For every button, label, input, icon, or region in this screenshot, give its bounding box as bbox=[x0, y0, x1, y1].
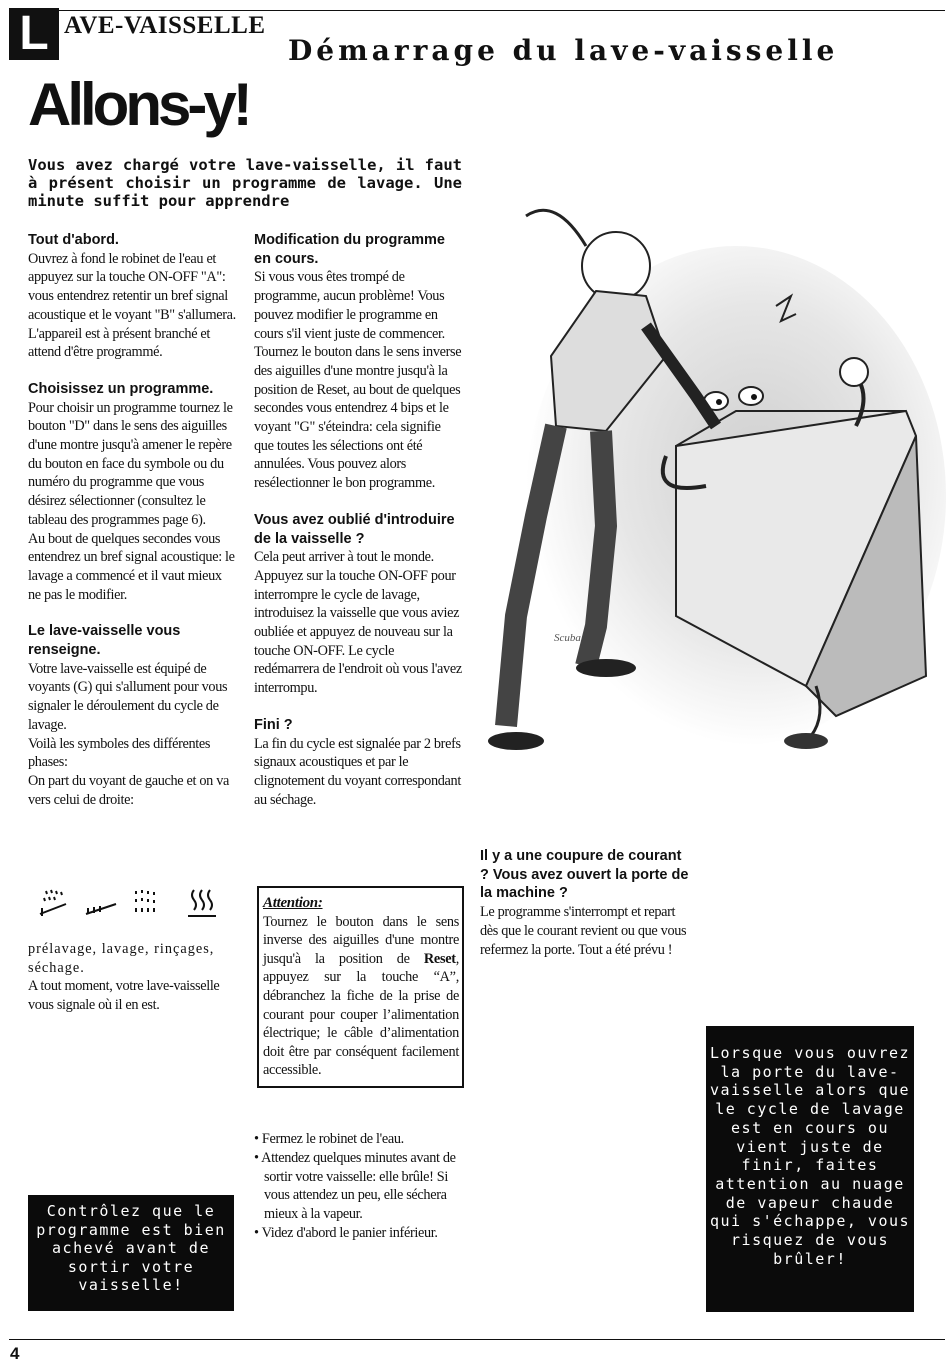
attention-text-part: , appuyez sur la touche “A”, débranchez la fiche de la prise de courant pour couper l’alimentation électrique; le câble d’alimentation doit être par conséquent facilement accessible. bbox=[263, 950, 459, 1079]
heading-modification: Modification du programme en cours. bbox=[254, 232, 445, 267]
paragraph: A tout moment, votre lave-vaisselle vous signale où il en est. bbox=[28, 978, 220, 1014]
heading-coupure: Il y a une coupure de courant ? Vous avez ouvert la porte de la machine ? bbox=[480, 848, 689, 902]
header-rule bbox=[59, 10, 945, 11]
paragraph: On part du voyant de gauche et on va vers celui de droite: bbox=[28, 772, 229, 808]
prewash-icon bbox=[40, 890, 66, 916]
attention-text bbox=[263, 913, 459, 1080]
reset-label: Reset bbox=[423, 950, 456, 967]
dry-icon bbox=[188, 890, 216, 916]
wash-icon bbox=[86, 904, 116, 914]
column-right bbox=[480, 847, 690, 959]
list-item: • Attendez quelques minutes avant de sortir votre vaisselle: elle brûle! Si vous attendez un peu, elle séchera mieux à la vapeur. bbox=[254, 1149, 456, 1223]
paragraph: Le programme s'interrompt et repart dès que le courant revient ou que vous refermez la porte. Tout a été prévu ! bbox=[480, 904, 687, 958]
column-left bbox=[28, 231, 236, 809]
headline: Allons-y! bbox=[28, 71, 249, 138]
attention-title: Attention: bbox=[263, 895, 323, 911]
heading-oublie: Vous avez oublié d'introduire de la vaisselle ? bbox=[254, 511, 455, 547]
list-item: • Fermez le robinet de l'eau. bbox=[254, 1131, 404, 1147]
page-title: Démarrage du lave-vaisselle bbox=[288, 34, 839, 67]
illustration-signature: Scuba bbox=[554, 632, 581, 644]
bullet-list bbox=[254, 1130, 464, 1243]
list-item: • Videz d'abord le panier inférieur. bbox=[254, 1224, 438, 1241]
attention-text-part: Tournez le bouton dans le sens inverse des aiguilles d'une montre jusqu'à la position de bbox=[263, 913, 459, 967]
woman-dishwasher-illustration bbox=[476, 196, 946, 776]
phase-names: prélavage, lavage, rinçages, séchage. bbox=[28, 941, 215, 976]
notice-right: Lorsque vous ouvrez la porte du lave-vaisselle alors que le cycle de lavage est en cours ou vient juste de finir, faites attention au nuage de vapeur chaude qui s'échappe, vous risquez de vous brûler! bbox=[706, 1026, 914, 1312]
paragraph: Ouvrez à fond le robinet de l'eau et appuyez sur la touche ON-OFF "A": vous entendrez retentir un bref signal acoustique et le voyant "B" s'allumera. L'appareil est à présent branché et attend d'être programmé. bbox=[28, 250, 236, 361]
notice-left: Contrôlez que le programme est bien achevé avant de sortir votre vaisselle! bbox=[28, 1195, 234, 1311]
paragraph: Cela peut arriver à tout le monde. Appuyez sur la touche ON-OFF pour interrompre le cycle de lavage, introduisez la vaisselle que vous aviez oubliée et appuyez de nouveau sur la touche ON-OFF. Le cycle redémarrera de l'endroit où vous l'avez interrompu. bbox=[254, 549, 462, 697]
column-left-bottom bbox=[28, 940, 236, 1015]
footer-rule bbox=[9, 1339, 945, 1340]
heading-renseigne: Le lave-vaisselle vous renseigne. bbox=[28, 623, 181, 659]
heading-tout-dabord: Tout d'abord. bbox=[28, 232, 119, 248]
paragraph: Pour choisir un programme tournez le bouton "D" dans le sens des aiguilles d'une montre jusqu'à amener le repère du bouton en face du symbole ou du numéro du programme que vous désirez sélectionner (consultez le tableau des programmes page 6). bbox=[28, 399, 233, 528]
paragraph: Voilà les symboles des différentes phases: bbox=[28, 735, 211, 771]
paragraph: Votre lave-vaisselle est équipé de voyants (G) qui s'allument pour vous signaler le déroulement du cycle de lavage. bbox=[28, 660, 228, 733]
paragraph: Si vous vous êtes trompé de programme, aucun problème! Vous pouvez modifier le programme en cours s'il vient juste de commencer. Tournez le bouton dans le sens inverse des aiguilles d'une montre jusqu'à la position de Reset, au bout de quelques secondes vous entendrez 4 bips et le voyant "G" s'éteindra: cela signifie que toutes les sélections ont été annulées. Vous pouvez alors resélectionner le bon programme. bbox=[254, 269, 462, 492]
intro-text: Vous avez chargé votre lave-vaisselle, il faut à présent choisir un programme de lavage. Une minute suffit pour apprendre bbox=[28, 156, 462, 210]
heading-choisissez: Choisissez un programme. bbox=[28, 380, 214, 397]
attention-box bbox=[257, 886, 464, 1088]
paragraph: La fin du cycle est signalée par 2 brefs signaux acoustiques et par le clignotement du voyant correspondant au séchage. bbox=[254, 735, 461, 808]
section-letter: L bbox=[9, 8, 59, 60]
phase-symbols bbox=[36, 884, 226, 924]
section-name: AVE-VAISSELLE bbox=[64, 12, 266, 39]
page-number: 4 bbox=[10, 1344, 20, 1363]
column-middle bbox=[254, 231, 462, 809]
rinse-icon bbox=[136, 890, 154, 912]
paragraph: Au bout de quelques secondes vous entendrez un bref signal acoustique: le lavage a commencé et il vaut mieux ne pas le modifier. bbox=[28, 530, 235, 603]
heading-fini: Fini ? bbox=[254, 716, 293, 733]
